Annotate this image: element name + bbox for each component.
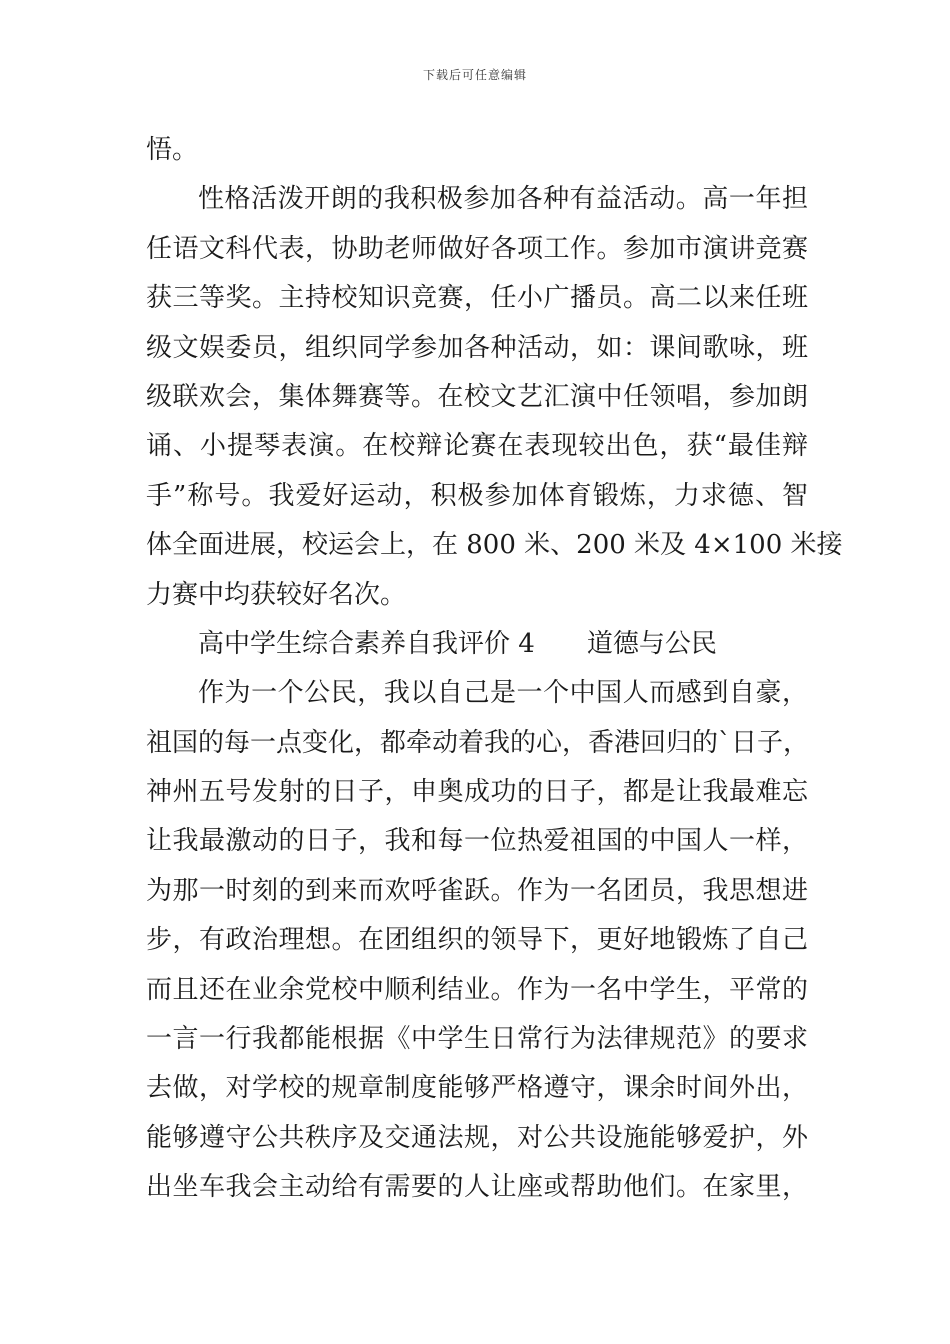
text-line: 让我最激动的日子，我和每一位热爱祖国的中国人一样， — [146, 826, 808, 857]
paragraph-start-line: 作为一个公民，我以自己是一个中国人而感到自豪， — [198, 678, 808, 709]
section-heading — [146, 620, 808, 669]
text-line: 任语文科代表，协助老师做好各项工作。参加市演讲竞赛 — [146, 233, 808, 264]
text-line: 诵、小提琴表演。在校辩论赛在表现较出色，获“最佳辩 — [146, 431, 808, 462]
document-body — [146, 126, 843, 1213]
text-line: 级文娱委员，组织同学参加各种活动，如：课间歌咏，班 — [146, 332, 808, 363]
text-line: 而且还在业余党校中顺利结业。作为一名中学生，平常的 — [146, 974, 808, 1005]
section-heading-subtitle: 道德与公民 — [586, 628, 717, 659]
paragraph-start-line: 性格活泼开朗的我积极参加各种有益活动。高一年担 — [198, 184, 808, 215]
text-line: 去做，对学校的规章制度能够严格遵守，课余时间外出， — [146, 1073, 808, 1104]
text-line: 能够遵守公共秩序及交通法规，对公共设施能够爱护，外 — [146, 1122, 808, 1153]
text-line: 级联欢会，集体舞赛等。在校文艺汇演中任领唱，参加朗 — [146, 381, 808, 412]
text-line: 神州五号发射的日子，申奥成功的日子，都是让我最难忘 — [146, 777, 808, 808]
section-heading-title: 高中学生综合素养自我评价 4 — [198, 628, 535, 659]
text-line: 步，有政治理想。在团组织的领导下，更好地锻炼了自己 — [146, 925, 808, 956]
text-line: 为那一时刻的到来而欢呼雀跃。作为一名团员，我思想进 — [146, 875, 808, 906]
text-line: 悟。 — [146, 135, 199, 165]
text-line: 一言一行我都能根据《中学生日常行为法律规范》的要求 — [146, 1024, 808, 1055]
text-line: 手”称号。我爱好运动，积极参加体育锻炼，力求德、智 — [146, 480, 808, 511]
text-line: 祖国的每一点变化，都牵动着我的心，香港回归的`日子， — [146, 727, 810, 758]
text-line: 出坐车我会主动给有需要的人让座或帮助他们。在家里， — [146, 1172, 808, 1203]
page-header: 下载后可任意编辑 — [422, 68, 527, 82]
text-line: 体全面进展，校运会上，在 800 米、200 米及 4×100 米接 — [146, 530, 843, 561]
text-line: 获三等奖。主持校知识竞赛，任小广播员。高二以来任班 — [146, 283, 808, 314]
text-line: 力赛中均获较好名次。 — [146, 579, 407, 610]
